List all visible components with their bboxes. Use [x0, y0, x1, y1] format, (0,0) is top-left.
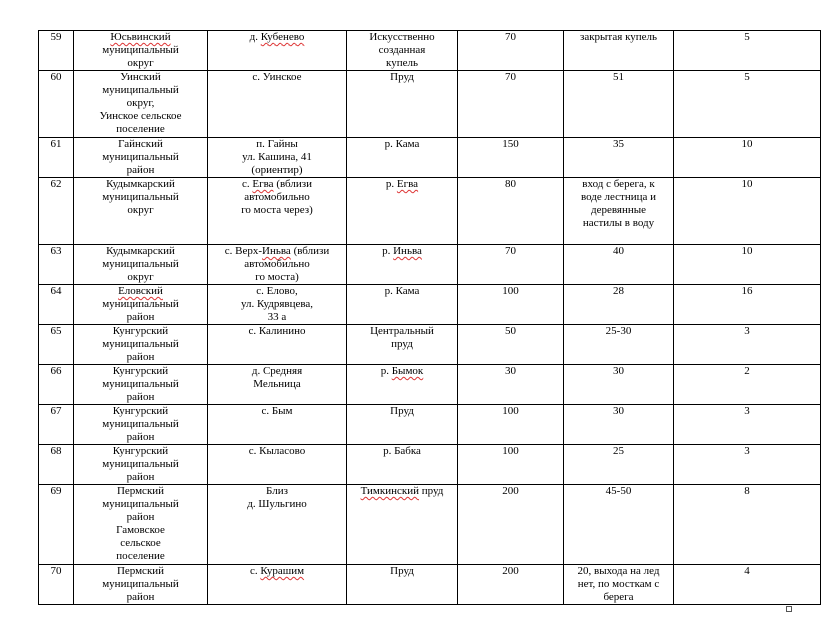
cell-value-3: [674, 71, 821, 138]
cell-settlement: [208, 445, 347, 485]
cell-line: округ: [127, 57, 154, 69]
cell-line: 200: [502, 485, 519, 497]
cell-line: район: [126, 591, 155, 603]
cell-line: муниципальный: [102, 151, 179, 163]
cell-line: 30: [505, 365, 516, 377]
cell-line: округ: [127, 271, 154, 283]
cell-settlement: [208, 138, 347, 178]
spellcheck-mark: Иньва: [262, 245, 291, 257]
cell-line: Пруд: [390, 405, 414, 417]
spellcheck-mark: Курашим: [260, 565, 305, 577]
cell-line: район: [126, 164, 155, 176]
cell-value-3: [674, 138, 821, 178]
cell-value-2: [564, 138, 674, 178]
cell-line: муниципальный: [102, 84, 179, 96]
cell-line: Близ: [266, 485, 288, 497]
cell-value-1: [458, 178, 564, 245]
cell-line: созданная: [378, 44, 426, 56]
cell-line: 62: [50, 178, 62, 190]
cell-line: муниципальный: [102, 258, 179, 270]
spellcheck-mark: Егва: [396, 178, 419, 190]
cell-water-body: [347, 285, 458, 325]
cell-value-1: [458, 485, 564, 565]
cell-value-3: [674, 365, 821, 405]
table-row: [39, 485, 821, 565]
cell-line: муниципальный: [102, 378, 179, 390]
table-row: [39, 178, 821, 245]
cell-district: [74, 565, 208, 605]
cell-line: округ: [127, 204, 154, 216]
cell-number: [39, 485, 74, 565]
cell-line: район: [126, 351, 155, 363]
cell-line: 63: [50, 245, 62, 257]
cell-line: Гайнский: [118, 138, 163, 150]
cell-district: [74, 445, 208, 485]
cell-line: с. Калинино: [248, 325, 306, 337]
cell-value-2: [564, 445, 674, 485]
cell-line: го моста через): [241, 204, 313, 216]
cell-value-1: [458, 285, 564, 325]
cell-line: с. Елово,: [256, 285, 298, 297]
cell-line: с. Курашим: [249, 565, 305, 577]
cell-line: 45-50: [605, 485, 632, 497]
cell-line: 4: [744, 565, 750, 577]
cell-line: Пермский: [116, 485, 165, 497]
cell-line: муниципальный: [102, 338, 179, 350]
cell-number: [39, 245, 74, 285]
cell-line: с. Бым: [261, 405, 293, 417]
cell-value-3: [674, 325, 821, 365]
cell-line: нет, по мосткам с: [577, 578, 660, 590]
cell-line: 10: [741, 245, 753, 257]
cell-line: пруд: [391, 338, 413, 350]
cell-line: 150: [502, 138, 519, 150]
cell-line: 8: [744, 485, 750, 497]
cell-value-3: [674, 485, 821, 565]
cell-value-1: [458, 365, 564, 405]
cell-water-body: [347, 565, 458, 605]
cell-line: поселение: [116, 123, 165, 135]
cell-value-1: [458, 325, 564, 365]
cell-value-2: [564, 245, 674, 285]
cell-line: р. Кама: [384, 285, 420, 297]
cell-settlement: [208, 365, 347, 405]
cell-number: [39, 31, 74, 71]
cell-line: 5: [744, 31, 750, 43]
spellcheck-mark: Бымок: [391, 365, 424, 377]
cell-line: (ориентир): [251, 164, 303, 176]
cell-value-2: [564, 405, 674, 445]
table-row: [39, 31, 821, 71]
cell-value-2: [564, 71, 674, 138]
cell-value-1: [458, 565, 564, 605]
cell-line: купель: [386, 57, 418, 69]
cell-line: автомобильно: [244, 191, 310, 203]
cell-line: ул. Кудрявцева,: [240, 298, 314, 310]
cell-number: [39, 325, 74, 365]
cell-line: 3: [744, 405, 750, 417]
table-resize-handle[interactable]: [786, 606, 792, 612]
cell-line: 100: [502, 405, 519, 417]
cell-line: Мельница: [253, 378, 301, 390]
cell-value-1: [458, 138, 564, 178]
cell-line: Уинское сельское: [99, 110, 182, 122]
cell-line: с. Егва (вблизи: [242, 178, 312, 190]
cell-line: [110, 31, 170, 43]
cell-line: го моста): [255, 271, 299, 283]
cell-line: 40: [613, 245, 624, 257]
cell-value-3: [674, 565, 821, 605]
cell-line: Кунгурский: [112, 365, 169, 377]
cell-line: район: [126, 511, 155, 523]
cell-line: поселение: [116, 550, 165, 562]
cell-line: 50: [505, 325, 516, 337]
cell-line: 28: [613, 285, 624, 297]
cell-water-body: [347, 245, 458, 285]
cell-number: [39, 178, 74, 245]
cell-line: [118, 285, 163, 297]
cell-water-body: [347, 178, 458, 245]
cell-settlement: [208, 405, 347, 445]
cell-value-2: [564, 31, 674, 71]
cell-settlement: [208, 485, 347, 565]
cell-line: 64: [50, 285, 62, 297]
spellcheck-mark: Егва: [252, 178, 274, 190]
cell-line: район: [126, 311, 155, 323]
cell-line: 70: [505, 245, 516, 257]
table-row: [39, 138, 821, 178]
cell-water-body: [347, 405, 458, 445]
cell-line: Кунгурский: [112, 405, 169, 417]
cell-value-2: [564, 365, 674, 405]
cell-number: [39, 71, 74, 138]
cell-line: воде лестница и: [580, 191, 657, 203]
cell-value-2: [564, 178, 674, 245]
cell-value-2: [564, 565, 674, 605]
cell-value-3: [674, 245, 821, 285]
cell-line: район: [126, 391, 155, 403]
cell-line: с. Уинское: [252, 71, 302, 83]
cell-line: р. Кама: [384, 138, 420, 150]
cell-line: 3: [744, 325, 750, 337]
cell-line: д. Кубенево: [249, 31, 305, 43]
cell-line: 68: [50, 445, 62, 457]
cell-line: 70: [505, 71, 516, 83]
cell-line: автомобильно: [244, 258, 310, 270]
cell-line: 35: [613, 138, 624, 150]
cell-line: р. Егва: [385, 178, 419, 190]
cell-district: [74, 71, 208, 138]
table-row: [39, 71, 821, 138]
cell-value-1: [458, 445, 564, 485]
cell-line: с. Верх-Иньва (вблизи: [224, 245, 330, 257]
spellcheck-mark: Кубенево: [260, 31, 305, 43]
cell-line: Кудымкарский: [106, 178, 175, 190]
cell-value-3: [674, 31, 821, 71]
cell-settlement: [208, 71, 347, 138]
cell-line: закрытая купель: [579, 31, 658, 43]
cell-line: Гамовское: [116, 524, 165, 536]
cell-water-body: [347, 485, 458, 565]
cell-line: Пруд: [390, 71, 414, 83]
cell-line: 200: [502, 565, 519, 577]
cell-line: Кудымкарский: [106, 245, 175, 257]
cell-line: район: [126, 431, 155, 443]
cell-line: Искусственно: [369, 31, 435, 43]
cell-water-body: [347, 31, 458, 71]
cell-line: 69: [50, 485, 62, 497]
cell-water-body: [347, 71, 458, 138]
cell-line: 16: [741, 285, 753, 297]
cell-line: муниципальный: [102, 44, 179, 56]
table-row: [39, 245, 821, 285]
cell-line: берега: [603, 591, 634, 603]
cell-line: 30: [613, 405, 624, 417]
cell-line: д. Шульгино: [247, 498, 307, 510]
cell-line: 30: [613, 365, 624, 377]
cell-value-2: [564, 485, 674, 565]
cell-value-1: [458, 405, 564, 445]
cell-line: муниципальный: [102, 458, 179, 470]
cell-value-3: [674, 445, 821, 485]
cell-line: 65: [50, 325, 62, 337]
cell-district: [74, 485, 208, 565]
cell-number: [39, 138, 74, 178]
cell-line: 59: [50, 31, 62, 43]
cell-line: Уинский: [120, 71, 161, 83]
cell-line: 70: [505, 31, 516, 43]
table-row: [39, 445, 821, 485]
spellcheck-mark: Тимкинский: [360, 485, 419, 497]
cell-line: 70: [50, 565, 62, 577]
cell-settlement: [208, 285, 347, 325]
cell-line: д. Средняя: [251, 365, 303, 377]
cell-value-3: [674, 178, 821, 245]
cell-number: [39, 285, 74, 325]
cell-line: муниципальный: [102, 498, 179, 510]
cell-line: муниципальный: [102, 298, 179, 310]
cell-district: [74, 138, 208, 178]
cell-value-3: [674, 405, 821, 445]
cell-line: Пермский: [116, 565, 165, 577]
cell-line: Пруд: [390, 565, 414, 577]
cell-water-body: [347, 325, 458, 365]
cell-settlement: [208, 325, 347, 365]
cell-line: муниципальный: [102, 191, 179, 203]
cell-settlement: [208, 31, 347, 71]
cell-line: с. Кыласово: [248, 445, 306, 457]
cell-line: Центральный: [370, 325, 434, 337]
cell-district: [74, 405, 208, 445]
cell-line: муниципальный: [102, 418, 179, 430]
cell-settlement: [208, 178, 347, 245]
cell-line: р. Бабка: [383, 445, 421, 457]
table-row: [39, 405, 821, 445]
cell-line: 10: [741, 138, 753, 150]
cell-district: [74, 245, 208, 285]
cell-line: ул. Кашина, 41: [242, 151, 312, 163]
spellcheck-mark: Юсьвинский: [110, 31, 171, 43]
cell-line: 3: [744, 445, 750, 457]
cell-line: 67: [50, 405, 62, 417]
cell-line: 25-30: [605, 325, 632, 337]
cell-value-1: [458, 31, 564, 71]
cell-water-body: [347, 445, 458, 485]
cell-number: [39, 565, 74, 605]
cell-value-1: [458, 245, 564, 285]
spellcheck-mark: Иньва: [393, 245, 422, 257]
cell-line: 100: [502, 285, 519, 297]
cell-number: [39, 405, 74, 445]
cell-water-body: [347, 138, 458, 178]
cell-settlement: [208, 245, 347, 285]
cell-value-1: [458, 71, 564, 138]
cell-number: [39, 365, 74, 405]
cell-district: [74, 178, 208, 245]
cell-line: сельское: [120, 537, 161, 549]
cell-line: 51: [613, 71, 624, 83]
cell-line: р. Иньва: [382, 245, 422, 257]
table-row: [39, 325, 821, 365]
cell-line: р. Бымок: [380, 365, 424, 377]
cell-line: 25: [613, 445, 624, 457]
cell-district: [74, 31, 208, 71]
cell-value-2: [564, 285, 674, 325]
cell-line: 61: [50, 138, 62, 150]
table-row: [39, 365, 821, 405]
cell-value-2: [564, 325, 674, 365]
cell-line: п. Гайны: [256, 138, 298, 150]
cell-line: Кунгурский: [112, 325, 169, 337]
cell-district: [74, 325, 208, 365]
cell-line: Тимкинский пруд: [360, 485, 444, 497]
table-row: [39, 565, 821, 605]
cell-line: округ,: [126, 97, 155, 109]
cell-line: 2: [744, 365, 750, 377]
cell-line: 20, выхода на лед: [577, 565, 660, 577]
cell-line: 33 а: [267, 311, 287, 323]
cell-line: 80: [505, 178, 516, 190]
cell-line: деревянные: [590, 204, 647, 216]
cell-line: 5: [744, 71, 750, 83]
cell-district: [74, 365, 208, 405]
cell-settlement: [208, 565, 347, 605]
cell-value-3: [674, 285, 821, 325]
table-row: [39, 285, 821, 325]
data-table: [38, 30, 821, 605]
cell-number: [39, 445, 74, 485]
cell-line: 66: [50, 365, 62, 377]
cell-line: Кунгурский: [112, 445, 169, 457]
cell-line: вход с берега, к: [582, 178, 655, 190]
cell-line: 100: [502, 445, 519, 457]
table-body: [39, 31, 821, 605]
cell-line: настилы в воду: [582, 217, 655, 229]
cell-line: 60: [50, 71, 62, 83]
spellcheck-mark: Еловский: [118, 285, 163, 297]
cell-district: [74, 285, 208, 325]
cell-line: муниципальный: [102, 578, 179, 590]
cell-line: район: [126, 471, 155, 483]
cell-water-body: [347, 365, 458, 405]
cell-line: 10: [741, 178, 753, 190]
